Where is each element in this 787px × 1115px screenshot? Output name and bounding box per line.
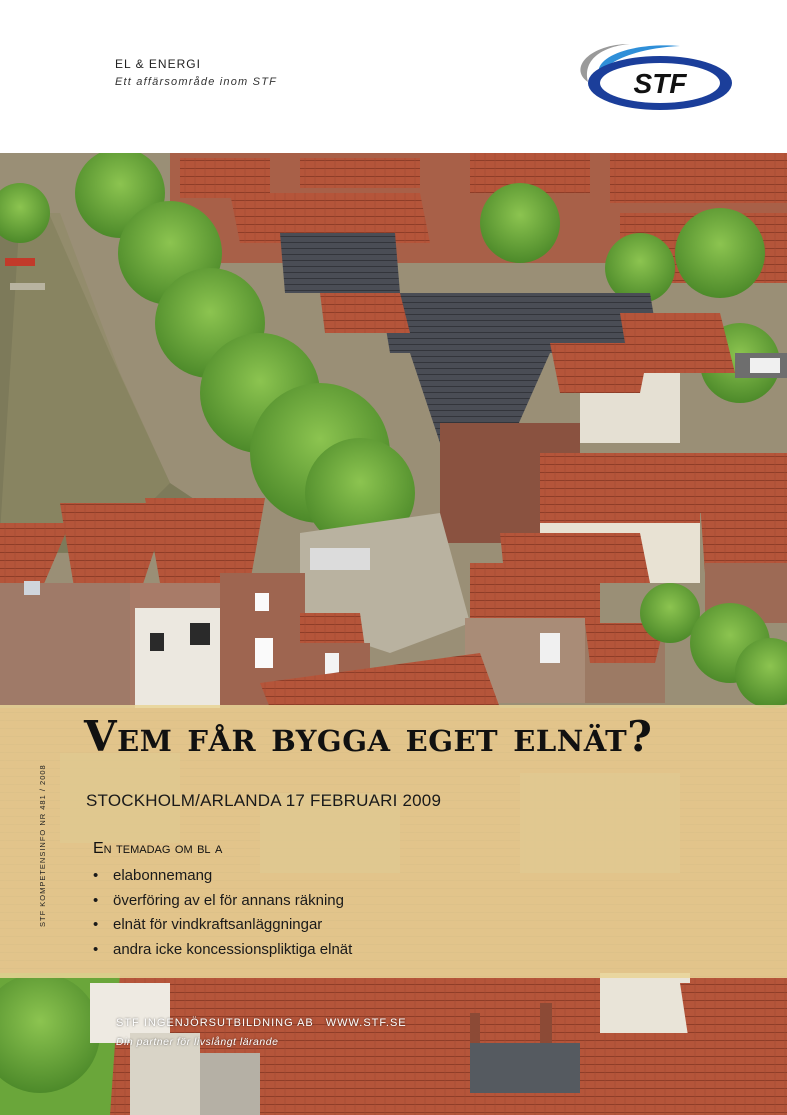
stf-logo [560, 38, 740, 118]
event-intro: En temadag om bl a [93, 840, 223, 857]
topic-text: överföring av el för annans räkning [113, 891, 344, 909]
topic-text: elabonnemang [113, 867, 213, 884]
bullet-icon: • [93, 867, 99, 884]
list-item [93, 913, 352, 938]
event-title: Vem får bygga eget elnät? [84, 712, 653, 761]
topic-list [93, 864, 352, 962]
side-publication-label: STF KOMPETENSINFO NR 481 / 2008 [38, 764, 47, 927]
logo-text: STF [633, 68, 687, 99]
bullet-icon: • [93, 940, 99, 958]
footer-website-link[interactable]: WWW.STF.SE [325, 1017, 407, 1029]
topic-text: andra icke koncessionspliktiga elnät [113, 940, 353, 958]
list-item [93, 864, 352, 889]
bullet-icon: • [93, 891, 99, 909]
header [0, 0, 787, 153]
list-item [93, 889, 352, 914]
event-dateline: STOCKHOLM/ARLANDA 17 FEBRUARI 2009 [86, 791, 442, 810]
department-subtitle: Ett affärsområde inom STF [115, 76, 278, 88]
department-label: EL & ENERGI [115, 57, 201, 71]
footer-organization: STF INGENJÖRSUTBILDNING AB [116, 1017, 314, 1029]
footer-tagline: Din partner för livslångt lärande [116, 1036, 279, 1048]
list-item [93, 938, 352, 963]
footer-organization-line [116, 1017, 407, 1029]
topic-text: elnät för vindkraftsanläggningar [113, 916, 323, 933]
bullet-icon: • [93, 916, 99, 933]
